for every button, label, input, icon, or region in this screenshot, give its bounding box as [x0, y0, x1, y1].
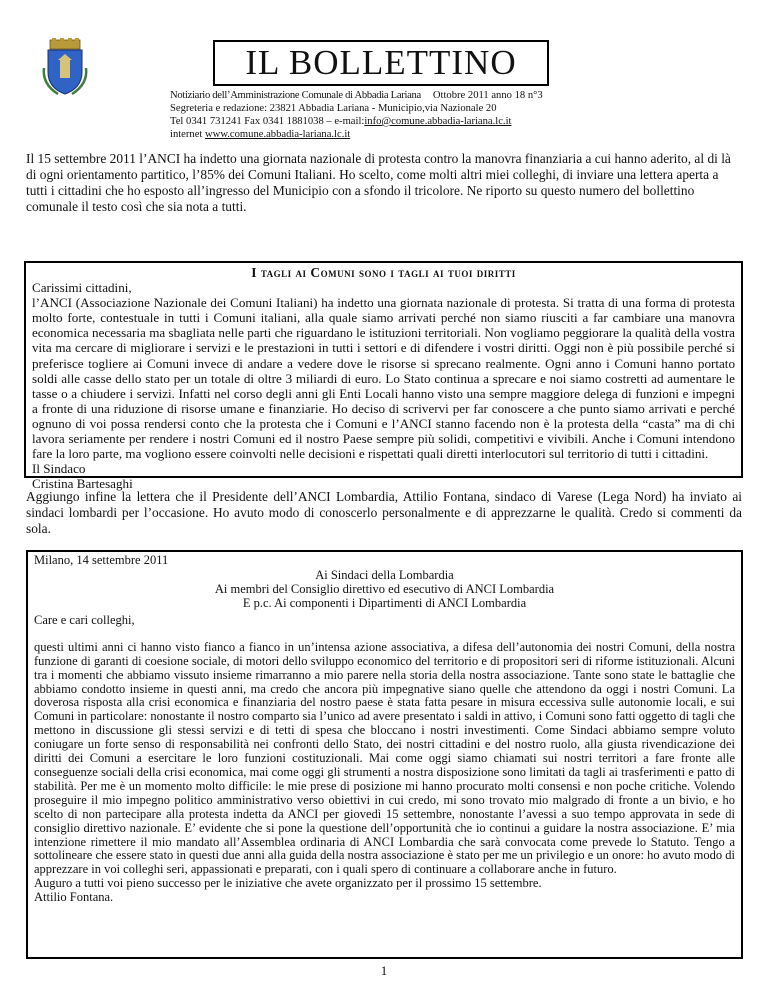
letter-closing: Auguro a tutti voi pieno successo per le iniziative che avete organizzato per il prossimo 15 settembre. [34, 876, 542, 891]
publisher: Notiziario dell’Amministrazione Comunale di Abbadia Lariana [170, 90, 421, 101]
letter-signoff: Il Sindaco [32, 461, 86, 477]
info-line-1 [170, 89, 610, 102]
second-intro-paragraph: Aggiungo infine la lettera che il Presidente dell’ANCI Lombardia, Attilio Fontana, sindaco di Varese (Lega Nord) ha inviato ai sindaci lombardi per l’occasione. Ho avuto modo di conoscerlo personalmente e di apprezzarne le qualità. Credo si commenti da sola. [26, 489, 742, 536]
info-line-2: Segreteria e redazione: 23821 Abbadia Lariana - Municipio,via Nazionale 20 [170, 103, 497, 114]
letter-signer: Cristina Bartesaghi [32, 476, 133, 492]
issue: Ottobre 2011 anno 18 n°3 [432, 90, 543, 101]
box-title: I tagli ai Comuni sono i tagli ai tuoi diritti [251, 265, 516, 280]
letter-body: questi ultimi anni ci hanno visto fianco a fianco in un’intensa azione associativa, a difesa dell’autonomia dei nostri Comuni, della nostra funzione di garanti di coesione sociale, di motori dello sviluppo economico del territorio e di propositori seri di riforme istituzionali. Alcuni tra i momenti che abbiamo vissuto insieme rimarranno a mio parere nella storia della nostra associazione. Tante sono state le battaglie che abbiamo condotto insieme in questi anni, ma credo che ancora più impegnative siano quelle che attendono da oggi i nostri Comuni. La doverosa risposta alla crisi economica e finanziaria del nostro paese è stata fatta pesare in misura eccessiva sulle autonomie locali, e sui Comuni in particolare: nonostante il nostro comparto sia l’unico ad avere presentato i saldi in attivo, i Comuni sono fatti oggetto di tagli che mettono in discussione gli stessi servizi e di tetti di spesa che bloccano i nostri investimenti. Come Sindaci abbiamo sempre voluto coniugare un forte senso di responsabilità nei confronti dello Stato, dei nostri cittadini e del nostro ruolo, alla giusta rivendicazione dei diritti dei Comuni a esercitare le loro funzioni costituzionali. Mai come oggi siamo chiamati sui nostri territori a fare fronte alle conseguenze sociali della crisi economica, mai come oggi gli strumenti a nostra disposizione sono limitati da tagli ai trasferimenti e patto di stabilità. Per me è un momento molto difficile: le mie prese di posizione mi hanno procurato molti consensi e non poche critiche. Volendo proseguire il mio impegno politico amministrativo verso obiettivi in cui credo, mi sono trovato mio malgrado di fronte a un bivio, e ho scelto di non partecipare alla protesta indetta da ANCI per giovedì 15 settembre, nonostante l’avessi a suo tempo approvata in sede di consiglio direttivo nazionale. E’ evidente che si pone la questione dell’opportunità che io continui a guidare la nostra associazione. E’ mia intenzione rimettere il mio mandato all’Assemblea ordinaria di ANCI Lombardia che sarà convocata come prevede lo Statuto. Tengo a sottolineare che essere stato in questi due anni alla guida della nostra associazione è stato per me un privilegio e un onore: ho avuto modo di apprezzare in voi colleghi seri, appassionati e preparati, con i quali spero di continuare a collaborare anche in futuro. [34, 639, 735, 877]
anci-letter-box [26, 550, 743, 959]
intro-paragraph: Il 15 settembre 2011 l’ANCI ha indetto una giornata nazionale di protesta contro la manovra finanziaria a cui hanno aderito, al di là di ogni orientamento partitico, l’85% dei Comuni Italiani. Ho scelto, come molti altri miei colleghi, di inviare una lettera aperta a tutti i cittadini che ho esposto all’ingresso del Municipio con a sfondo il tricolore. Ne riporto su questo numero del bollettino comunale il testo così che sia nota a tutti. [26, 151, 731, 214]
citizens-letter-box [24, 261, 743, 492]
title-text: IL BOLLETTINO [245, 43, 517, 82]
website-link[interactable]: www.comune.abbadia-lariana.lc.it [205, 129, 351, 140]
recipient-line: E p.c. Ai componenti i Dipartimenti di ANCI Lombardia [242, 595, 527, 610]
letter-greeting: Care e cari colleghi, [34, 612, 135, 627]
email-link[interactable]: info@comune.abbadia-lariana.lc.it [364, 116, 512, 127]
internet-label: internet [170, 129, 206, 140]
page-number: 1 [380, 963, 388, 978]
newsletter-title [213, 40, 549, 86]
info-line-3 [170, 115, 610, 128]
letter-body: l’ANCI (Associazione Nazionale dei Comuni Italiani) ha indetto una giornata nazionale di protesta. Si tratta di una forma di protesta molto forte, contestuale in tutti i Comuni italiani, alla quale siamo arrivati perché non siamo riusciti a far cambiare una manovra economica necessaria ma sbagliata nelle parti che riguardano le istituzioni territoriali. Non vogliamo peggiorare la qualità della vostra vita ma cercare di migliorare i servizi e le prestazioni in tutti i settori e di difendere i vostri diritti. Oggi non è più possibile perché si preferisce togliere ai Comuni invece di andare a vedere dove le risorse si sprecano realmente. Ogni anno i Comuni hanno portato soldi alle casse dello stato per un totale di oltre 3 miliardi di euro. Lo Stato continua a sprecare e noi siamo costretti ad aumentare le tasse o a chiudere i servizi. Infatti nel corso degli anni gli Enti Locali hanno visto una sempre maggiore delega di funzioni e impegni a fronte di una riduzione di risorse umane e finanziarie. Ho deciso di scrivervi per far conoscere a che punto siamo arrivati e perché ognuno di voi possa rendersi conto che la protesta che i Comuni e l’ANCI stanno facendo non è la protesta della “casta” ma di chi lavora seriamente per rendere i nostri Comuni ed il nostro Paese sempre più solidi, competitivi e vivibili. Anche i Comuni intendono fare la loro parte, ma vogliono essere coinvolti nelle decisioni e rispettati quali diretti interlocutori sul territorio di tutti i cittadini. [32, 295, 735, 462]
contact-phone: Tel 0341 731241 Fax 0341 1881038 – e-mail: [170, 116, 365, 127]
letter-signer: Attilio Fontana. [34, 890, 114, 905]
letter-date: Milano, 14 settembre 2011 [34, 553, 169, 567]
recipient-line: Ai membri del Consiglio direttivo ed esecutivo di ANCI Lombardia [214, 581, 555, 596]
recipient-line: Ai Sindaci della Lombardia [315, 567, 454, 582]
header-info [170, 89, 610, 141]
info-line-4 [170, 128, 610, 141]
letter-greeting: Carissimi cittadini, [32, 280, 132, 296]
coat-of-arms-icon [40, 38, 90, 96]
